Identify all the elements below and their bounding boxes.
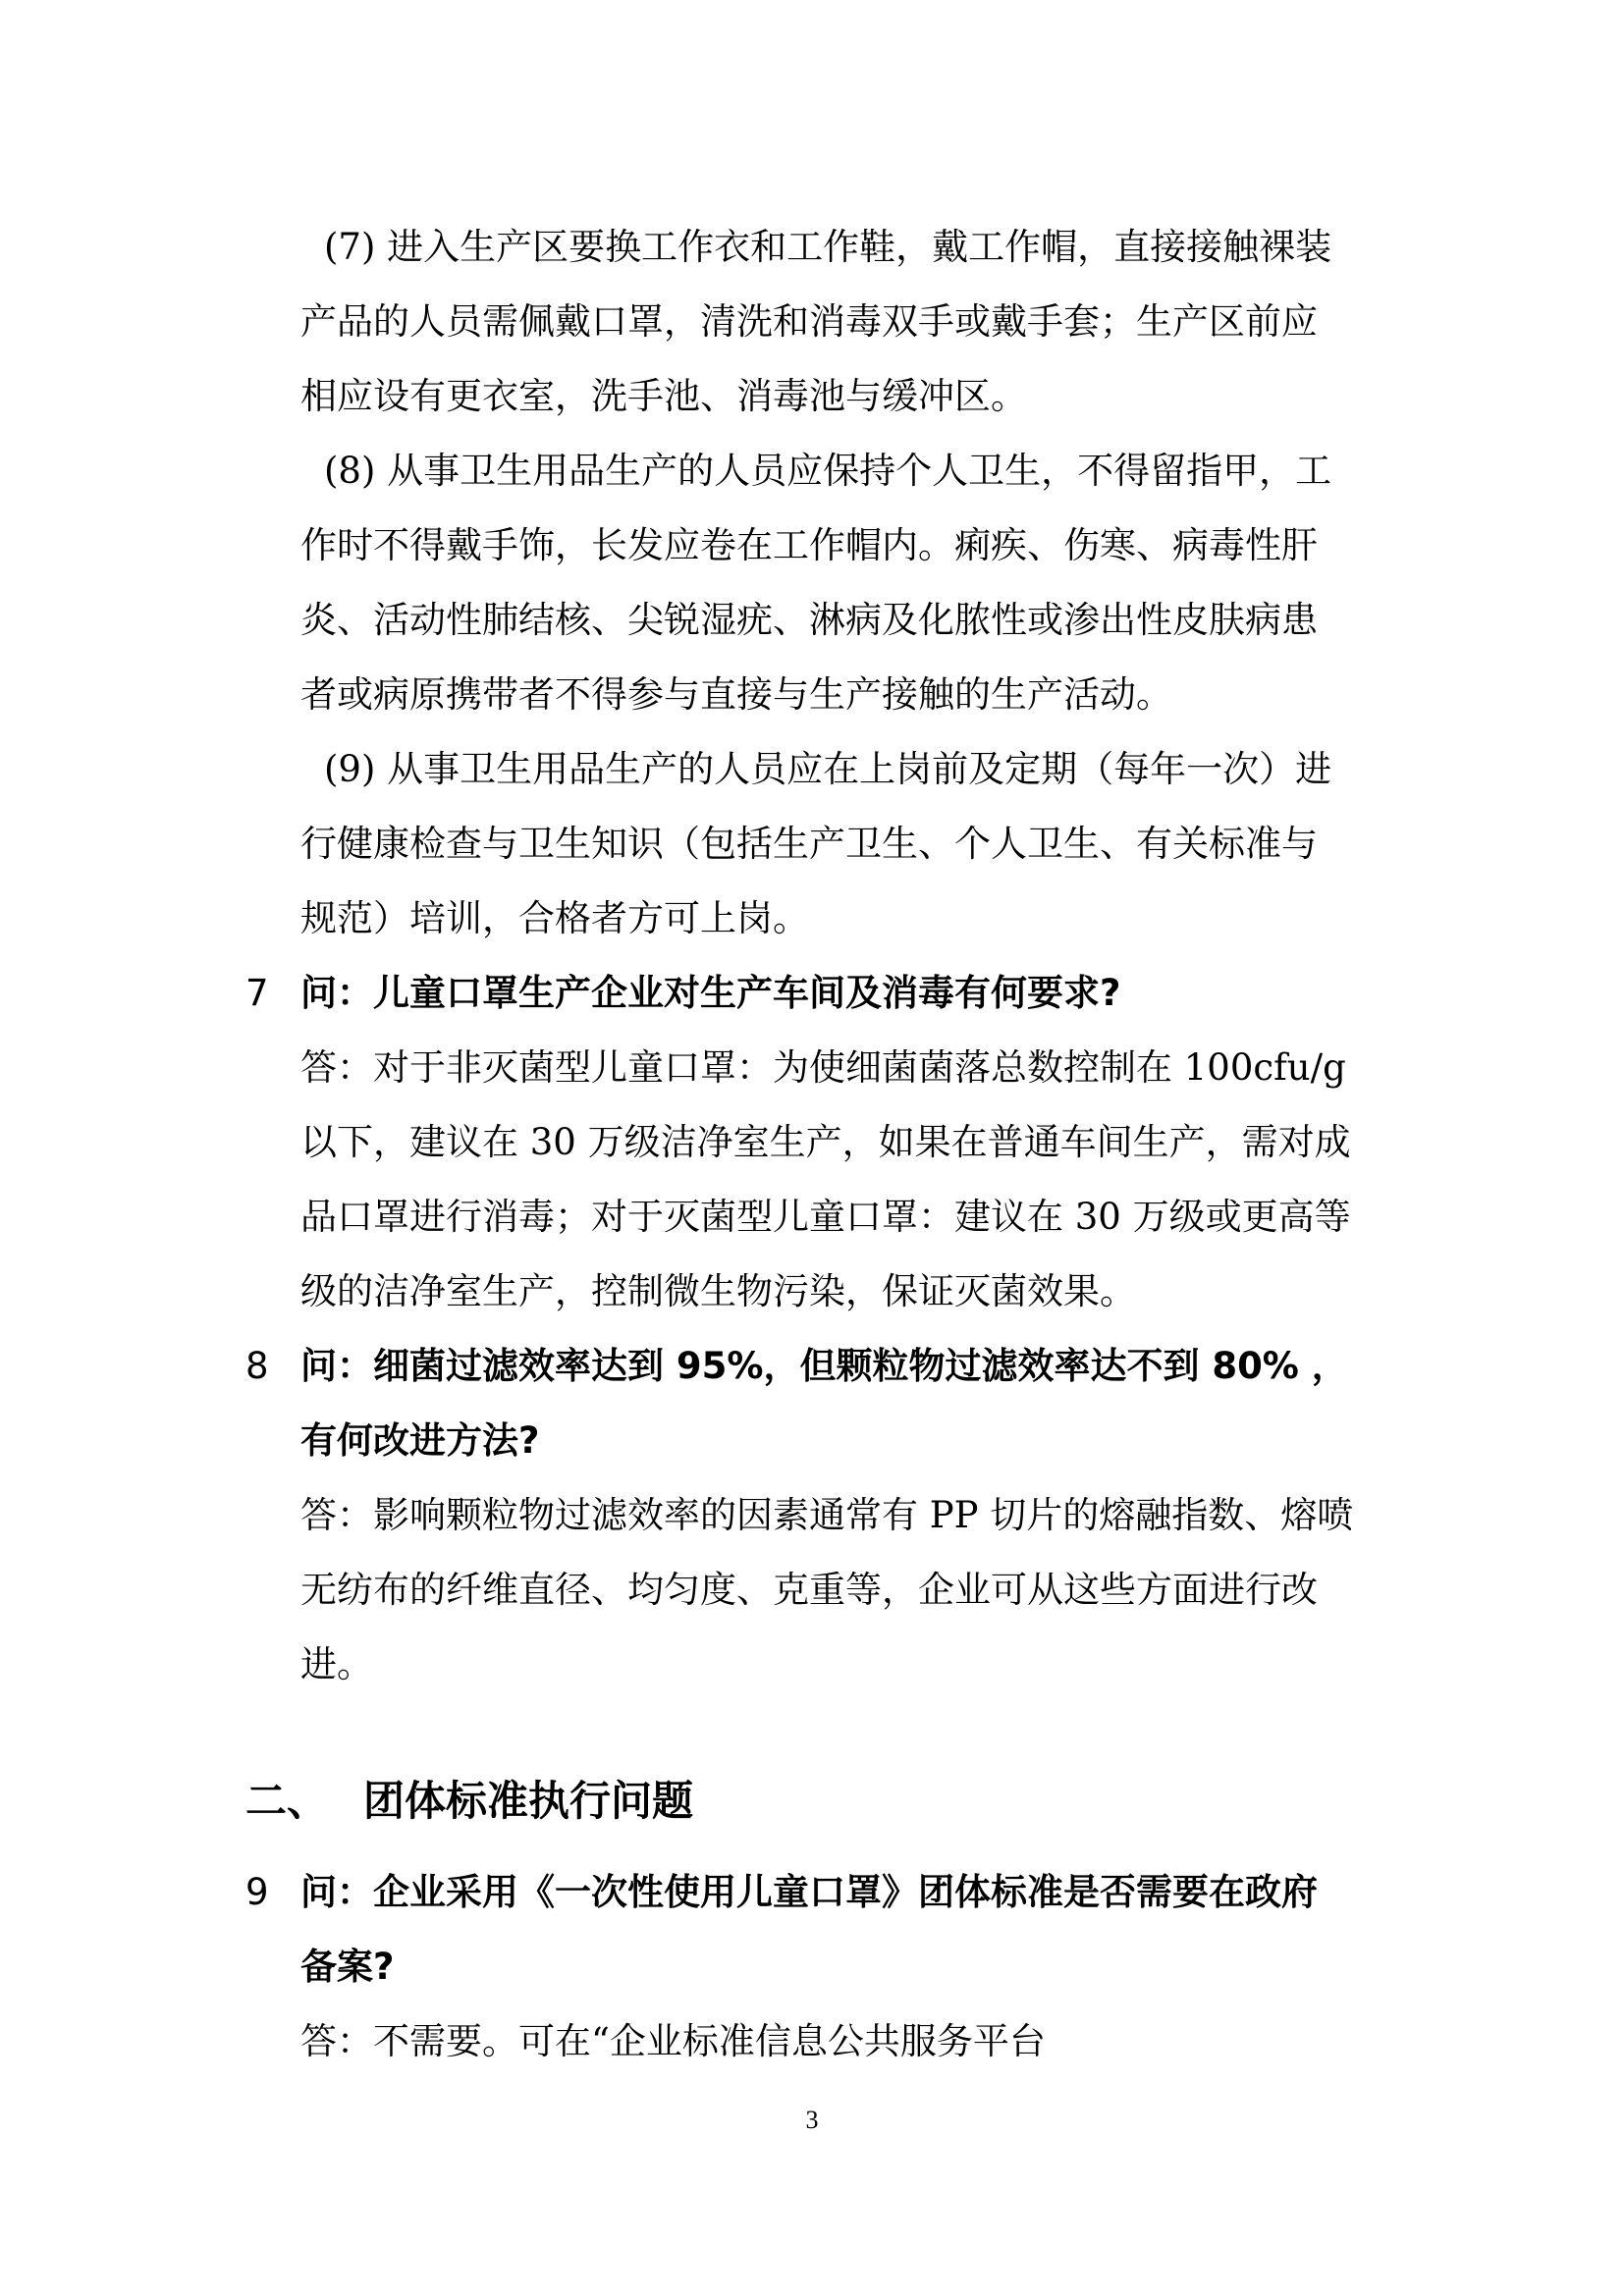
item8-line4: 者或病原携带者不得参与直接与生产接触的生产活动。: [300, 673, 1172, 716]
q7-answer-line1: 答：对于非灭菌型儿童口罩：为使细菌菌落总数控制在 100cfu/g: [300, 1046, 1346, 1089]
item9-line1: (9) 从事卫生用品生产的人员应在上岗前及定期（每年一次）进: [324, 748, 1332, 790]
q8-question-line2: 有何改进方法?: [300, 1419, 540, 1462]
q8-question-line1: 问：细菌过滤效率达到 95%，但颗粒物过滤效率达不到 80% ，: [300, 1345, 1348, 1387]
q7-answer-line3: 品口罩进行消毒；对于灭菌型儿童口罩：建议在 30 万级或更高等: [300, 1196, 1351, 1238]
q8-answer-line1: 答：影响颗粒物过滤效率的因素通常有 PP 切片的熔融指数、熔喷: [300, 1494, 1354, 1536]
q9-question-line1: 问：企业采用《一次性使用儿童口罩》团体标准是否需要在政府: [300, 1871, 1318, 1913]
section-number: 二、: [245, 1777, 329, 1825]
q7-answer-line4: 级的洁净室生产，控制微生物污染，保证灭菌效果。: [300, 1270, 1136, 1312]
item9-line3: 规范）培训，合格者方可上岗。: [300, 897, 809, 939]
item7-line3: 相应设有更衣室，洗手池、消毒池与缓冲区。: [300, 375, 1027, 417]
q7-answer-line2: 以下，建议在 30 万级洁净室生产，如果在普通车间生产，需对成: [300, 1121, 1351, 1163]
page-number: 3: [805, 2106, 819, 2134]
item8-line1: (8) 从事卫生用品生产的人员应保持个人卫生，不得留指甲，工: [324, 450, 1332, 492]
item8-line2: 作时不得戴手饰，长发应卷在工作帽内。痢疾、伤寒、病毒性肝: [300, 524, 1318, 566]
q9-answer-line1: 答：不需要。可在“企业标准信息公共服务平台: [300, 2020, 1046, 2062]
q8-number: 8: [245, 1345, 269, 1387]
q9-question-line2: 备案?: [300, 1946, 395, 1988]
q8-answer-line3: 进。: [300, 1643, 373, 1685]
q7-question: 问：儿童口罩生产企业对生产车间及消毒有何要求?: [300, 972, 1121, 1014]
item7-line2: 产品的人员需佩戴口罩，清洗和消毒双手或戴手套；生产区前应: [300, 300, 1318, 343]
q7-number: 7: [245, 972, 269, 1014]
item8-line3: 炎、活动性肺结核、尖锐湿疣、淋病及化脓性或渗出性皮肤病患: [300, 599, 1318, 641]
q8-answer-line2: 无纺布的纤维直径、均匀度、克重等，企业可从这些方面进行改: [300, 1569, 1318, 1611]
q9-number: 9: [245, 1871, 269, 1913]
item9-line2: 行健康检查与卫生知识（包括生产卫生、个人卫生、有关标准与: [300, 823, 1318, 865]
item7-line1: (7) 进入生产区要换工作衣和工作鞋，戴工作帽，直接接触裸装: [324, 226, 1332, 268]
section-title: 团体标准执行问题: [363, 1777, 694, 1825]
